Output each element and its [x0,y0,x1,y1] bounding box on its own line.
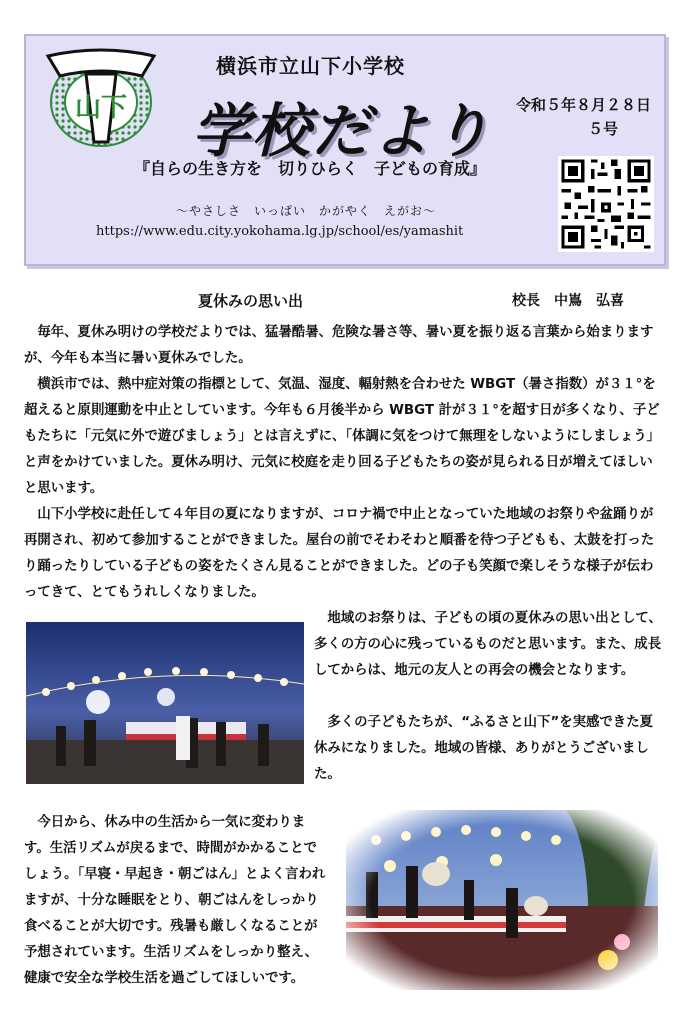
school-tagline: ～やさしさ いっぱい かがやく えがお～ [176,204,437,218]
article-paragraph: 毎年、夏休み明けの学校だよりでは、猛暑酷暑、危険な暑さ等、暑い夏を振り返る言葉から始まりますが、今年も本当に暑い夏休みでした。 [24,325,654,366]
issue-date: 令和５年８月２８日 [516,96,652,114]
newsletter-header [24,34,666,266]
school-name: 横浜市立山下小学校 [216,54,405,78]
article-paragraph: 多くの子どもたちが、“ふるさと山下”を実感できた夏休みになりました。地域の皆様、ありがとうございました。 [314,715,653,782]
school-emblem-icon [42,46,160,150]
newsletter-title: 学校だより [192,97,493,165]
article-author: 校長 中嶌 弘喜 [512,293,624,309]
school-motto: 『自らの生き方を 切りひらく 子どもの育成』 [134,159,487,178]
article-title: 夏休みの思い出 [198,292,304,310]
logo-text: 山下 [74,93,128,123]
festival-photo [346,810,658,990]
festival-photo [26,622,304,784]
article-paragraph: 今日から、休み中の生活から一気に変わります。生活リズムが戻るまで、時間がかかることでしょう。「早寝・早起き・朝ごはん」とよく言われますが、十分な睡眠をとり、朝ごはんをしっかり食べることが大切です。残暑も厳しくなることが予想されています。生活リズムをしっかり整え、健康で安全な学校生活を過ごしてほしいです。 [24,815,326,986]
article-paragraph: 山下小学校に赴任して４年目の夏になりますが、コロナ禍で中止となっていた地域のお祭りや盆踊りが再開され、初めて参加することができました。屋台の前でそわそわと順番を待つ子どもも、太鼓を打ったり踊ったりしている子どもの姿をたくさん見ることができました。どの子も笑顔で楽しそうな様子が伝わってきて、とてもうれしくなりました。 [24,507,655,600]
issue-number: ５号 [588,120,619,138]
article-paragraph: 地域のお祭りは、子どもの頃の夏休みの思い出として、多くの方の心に残っているものだと思います。また、成長してからは、地元の友人との再会の機会となります。 [314,611,662,678]
qr-code-icon[interactable] [558,156,654,252]
article-paragraph: 横浜市では、熱中症対策の指標として、気温、湿度、輻射熱を合わせた WBGT（暑さ指数）が３１°を超えると原則運動を中止としています。今年も６月後半から WBGT 計が３１°を超す日が多くなり、子どもたちに「元気に外で遊びましょう」とは言えずに、「体調に気をつけて無理をしないようにしましょう」と声をかけていました。夏休み明け、元気に校庭を走り回る子どもたちの姿が見られる日が増えてほしいと思います。 [24,377,661,496]
school-url-link[interactable]: https://www.edu.city.yokohama.lg.jp/school/es/yamashit [96,224,464,239]
